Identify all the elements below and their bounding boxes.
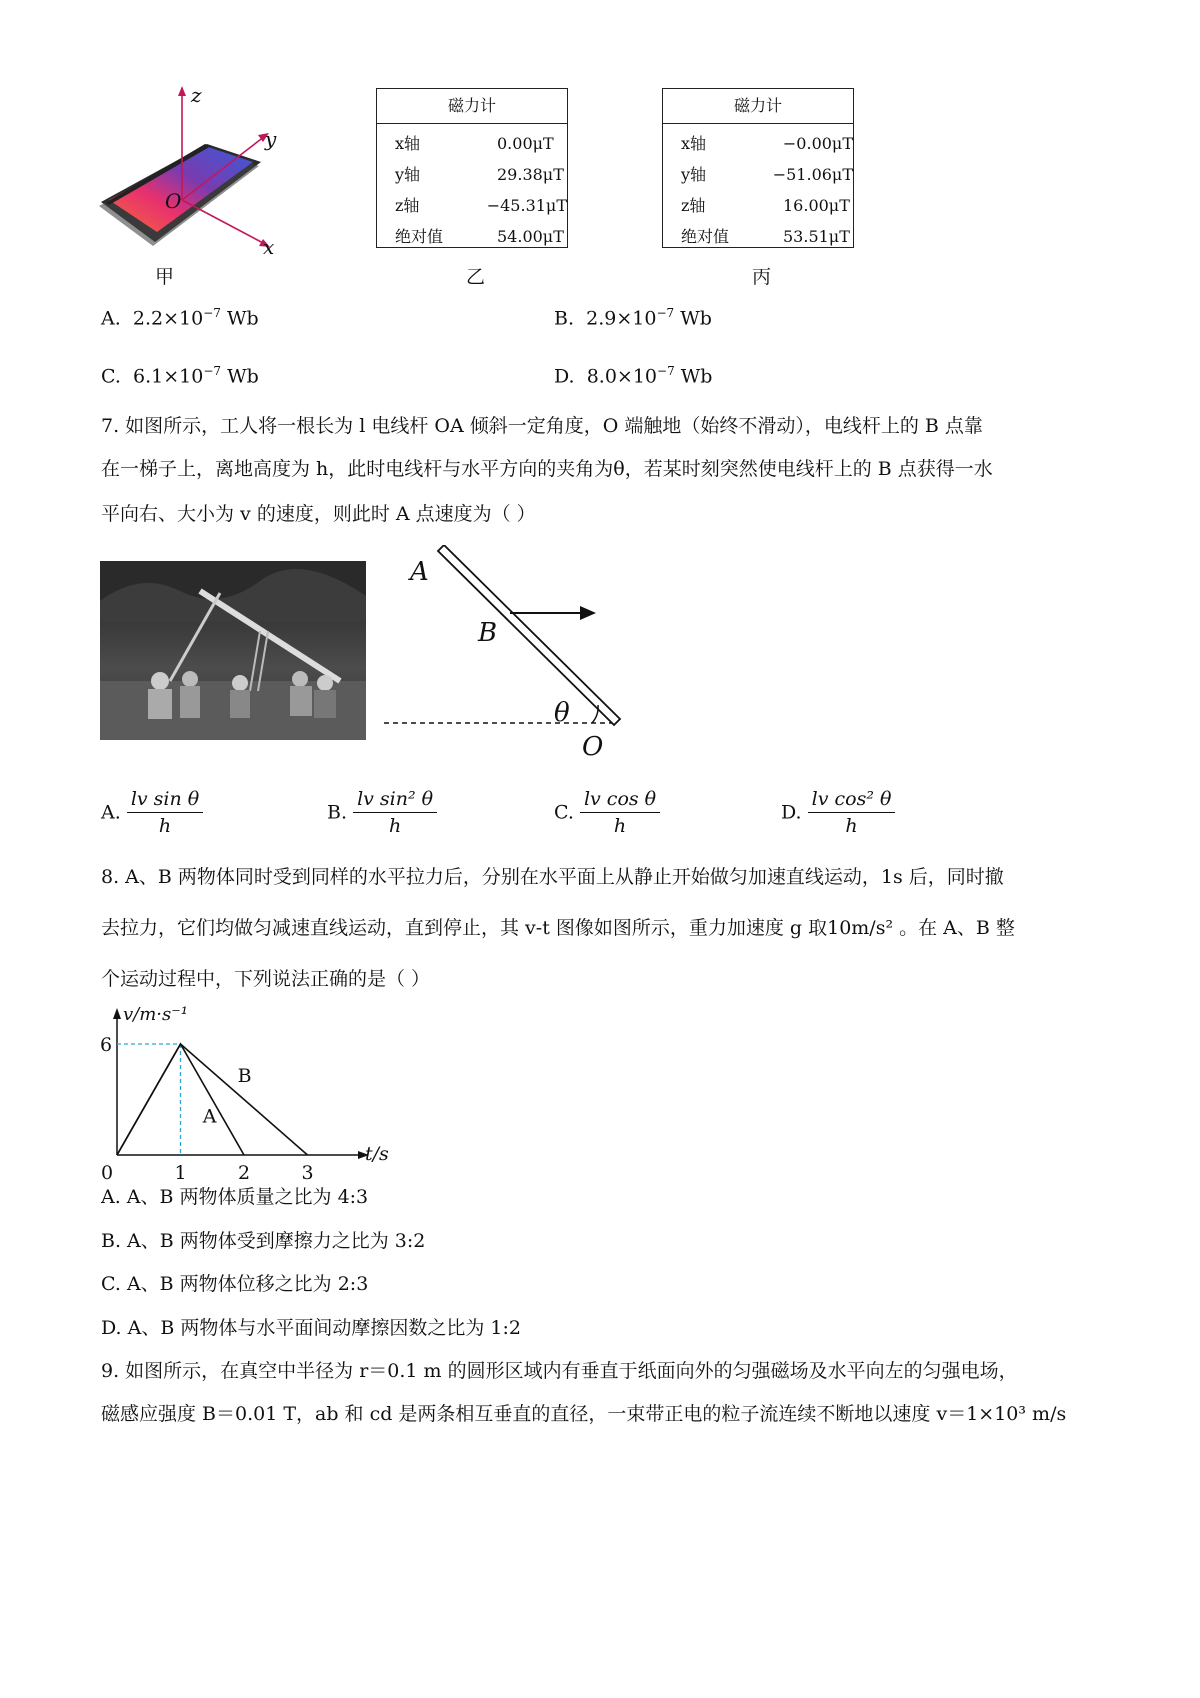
x-tick-label: 3 (301, 1162, 314, 1180)
axis-z-label: z (191, 83, 202, 107)
table-row: z轴 −45.31μT (395, 196, 567, 215)
x-tick-label: 2 (238, 1162, 251, 1180)
magnetometer-table-bing (662, 88, 854, 248)
q6-option-c: C. $6.1\times 10^{-7}$ Wb (101, 364, 259, 388)
q9-line-2: 磁感应强度 B＝0.01 T，ab 和 cd 是两条相互垂直的直径，一束带正电的粒子流连续不断地以速度 v＝1×10³ m/s (101, 1403, 1067, 1425)
q7-option-a: A. $\frac{\text{lv sin θ}}{h}$ (101, 786, 203, 839)
q7-line-1: 7. 如图所示，工人将一根长为 l 电线杆 OA 倾斜一定角度，O 端触地（始终不滑动），电线杆上的 B 点靠 (101, 415, 983, 437)
magnetometer-table-yi (376, 88, 568, 248)
q8-line-2: 去拉力，它们均做匀减速直线运动，直到停止，其 v-t 图像如图所示，重力加速度 g 取10m/s² 。在 A、B 整 (101, 917, 1015, 939)
q6-option-b: B. $2.9\times 10^{-7}$ Wb (554, 306, 712, 330)
table-row: 绝对值 54.00μT (395, 227, 564, 246)
pole-diagram (380, 545, 640, 765)
q7-line-2: 在一梯子上，离地高度为 h，此时电线杆与水平方向的夹角为θ，若某时刻突然使电线杆上的 B 点获得一水 (101, 458, 993, 480)
table-row: y轴 29.38μT (395, 165, 564, 184)
table-row: x轴 −0.00μT (681, 134, 853, 153)
y-axis-arrow (113, 1008, 121, 1019)
angle-theta-label: θ (554, 698, 570, 728)
table-row: y轴 −51.06μT (681, 165, 853, 184)
table-row: z轴 16.00μT (681, 196, 850, 215)
table-title: 磁力计 (663, 89, 853, 124)
q6-option-a: A. $2.2\times 10^{-7}$ Wb (101, 306, 259, 330)
vt-chart (95, 1000, 395, 1180)
q7-option-d: D. $\frac{\text{lv cos² θ}}{h}$ (781, 786, 895, 839)
series-label-B: B (237, 1064, 252, 1087)
workers-photo (100, 561, 366, 740)
caption-jia: 甲 (155, 266, 175, 288)
y-tick-label: 6 (100, 1034, 113, 1056)
q8-line-1: 8. A、B 两物体同时受到同样的水平拉力后，分别在水平面上从静止开始做匀加速直线运动，1s 后，同时撤 (101, 866, 1004, 888)
table-title: 磁力计 (377, 89, 567, 124)
phone-axes-figure (95, 82, 325, 272)
y-axis-label: v/m·s⁻¹ (123, 1004, 188, 1025)
axis-x-label: x (263, 235, 275, 259)
q8-line-3: 个运动过程中，下列说法正确的是（ ） (101, 968, 431, 990)
table-row: 绝对值 53.51μT (681, 227, 850, 246)
caption-yi: 乙 (466, 266, 486, 288)
q6-option-d: D. $8.0\times 10^{-7}$ Wb (554, 364, 713, 388)
origin-label: O (165, 189, 182, 213)
q8-option-a: A. A、B 两物体质量之比为 4:3 (101, 1186, 369, 1208)
caption-bing: 丙 (752, 266, 772, 288)
point-b-label: B (478, 618, 498, 648)
q8-option-c: C. A、B 两物体位移之比为 2:3 (101, 1273, 369, 1295)
q9-line-1: 9. 如图所示，在真空中半径为 r＝0.1 m 的圆形区域内有垂直于纸面向外的匀强磁场及水平向左的匀强电场， (101, 1360, 1018, 1382)
q7-line-3: 平向右、大小为 v 的速度，则此时 A 点速度为（ ） (101, 503, 536, 525)
q8-option-d: D. A、B 两物体与水平面间动摩擦因数之比为 1:2 (101, 1317, 521, 1339)
q7-option-c: C. $\frac{\text{lv cos θ}}{h}$ (554, 786, 660, 839)
series-label-A: A (202, 1105, 217, 1128)
table-row: x轴 0.00μT (395, 134, 554, 153)
x-axis-label: t/s (365, 1143, 389, 1165)
x-tick-label: 1 (174, 1162, 187, 1180)
axis-y-label: y (265, 127, 277, 151)
x-tick-label: 0 (101, 1162, 114, 1180)
point-o-label: O (582, 732, 604, 762)
point-a-label: A (410, 557, 429, 587)
q7-option-b: B. $\frac{\text{lv sin² θ}}{h}$ (327, 786, 437, 839)
q8-option-b: B. A、B 两物体受到摩擦力之比为 3:2 (101, 1230, 426, 1252)
